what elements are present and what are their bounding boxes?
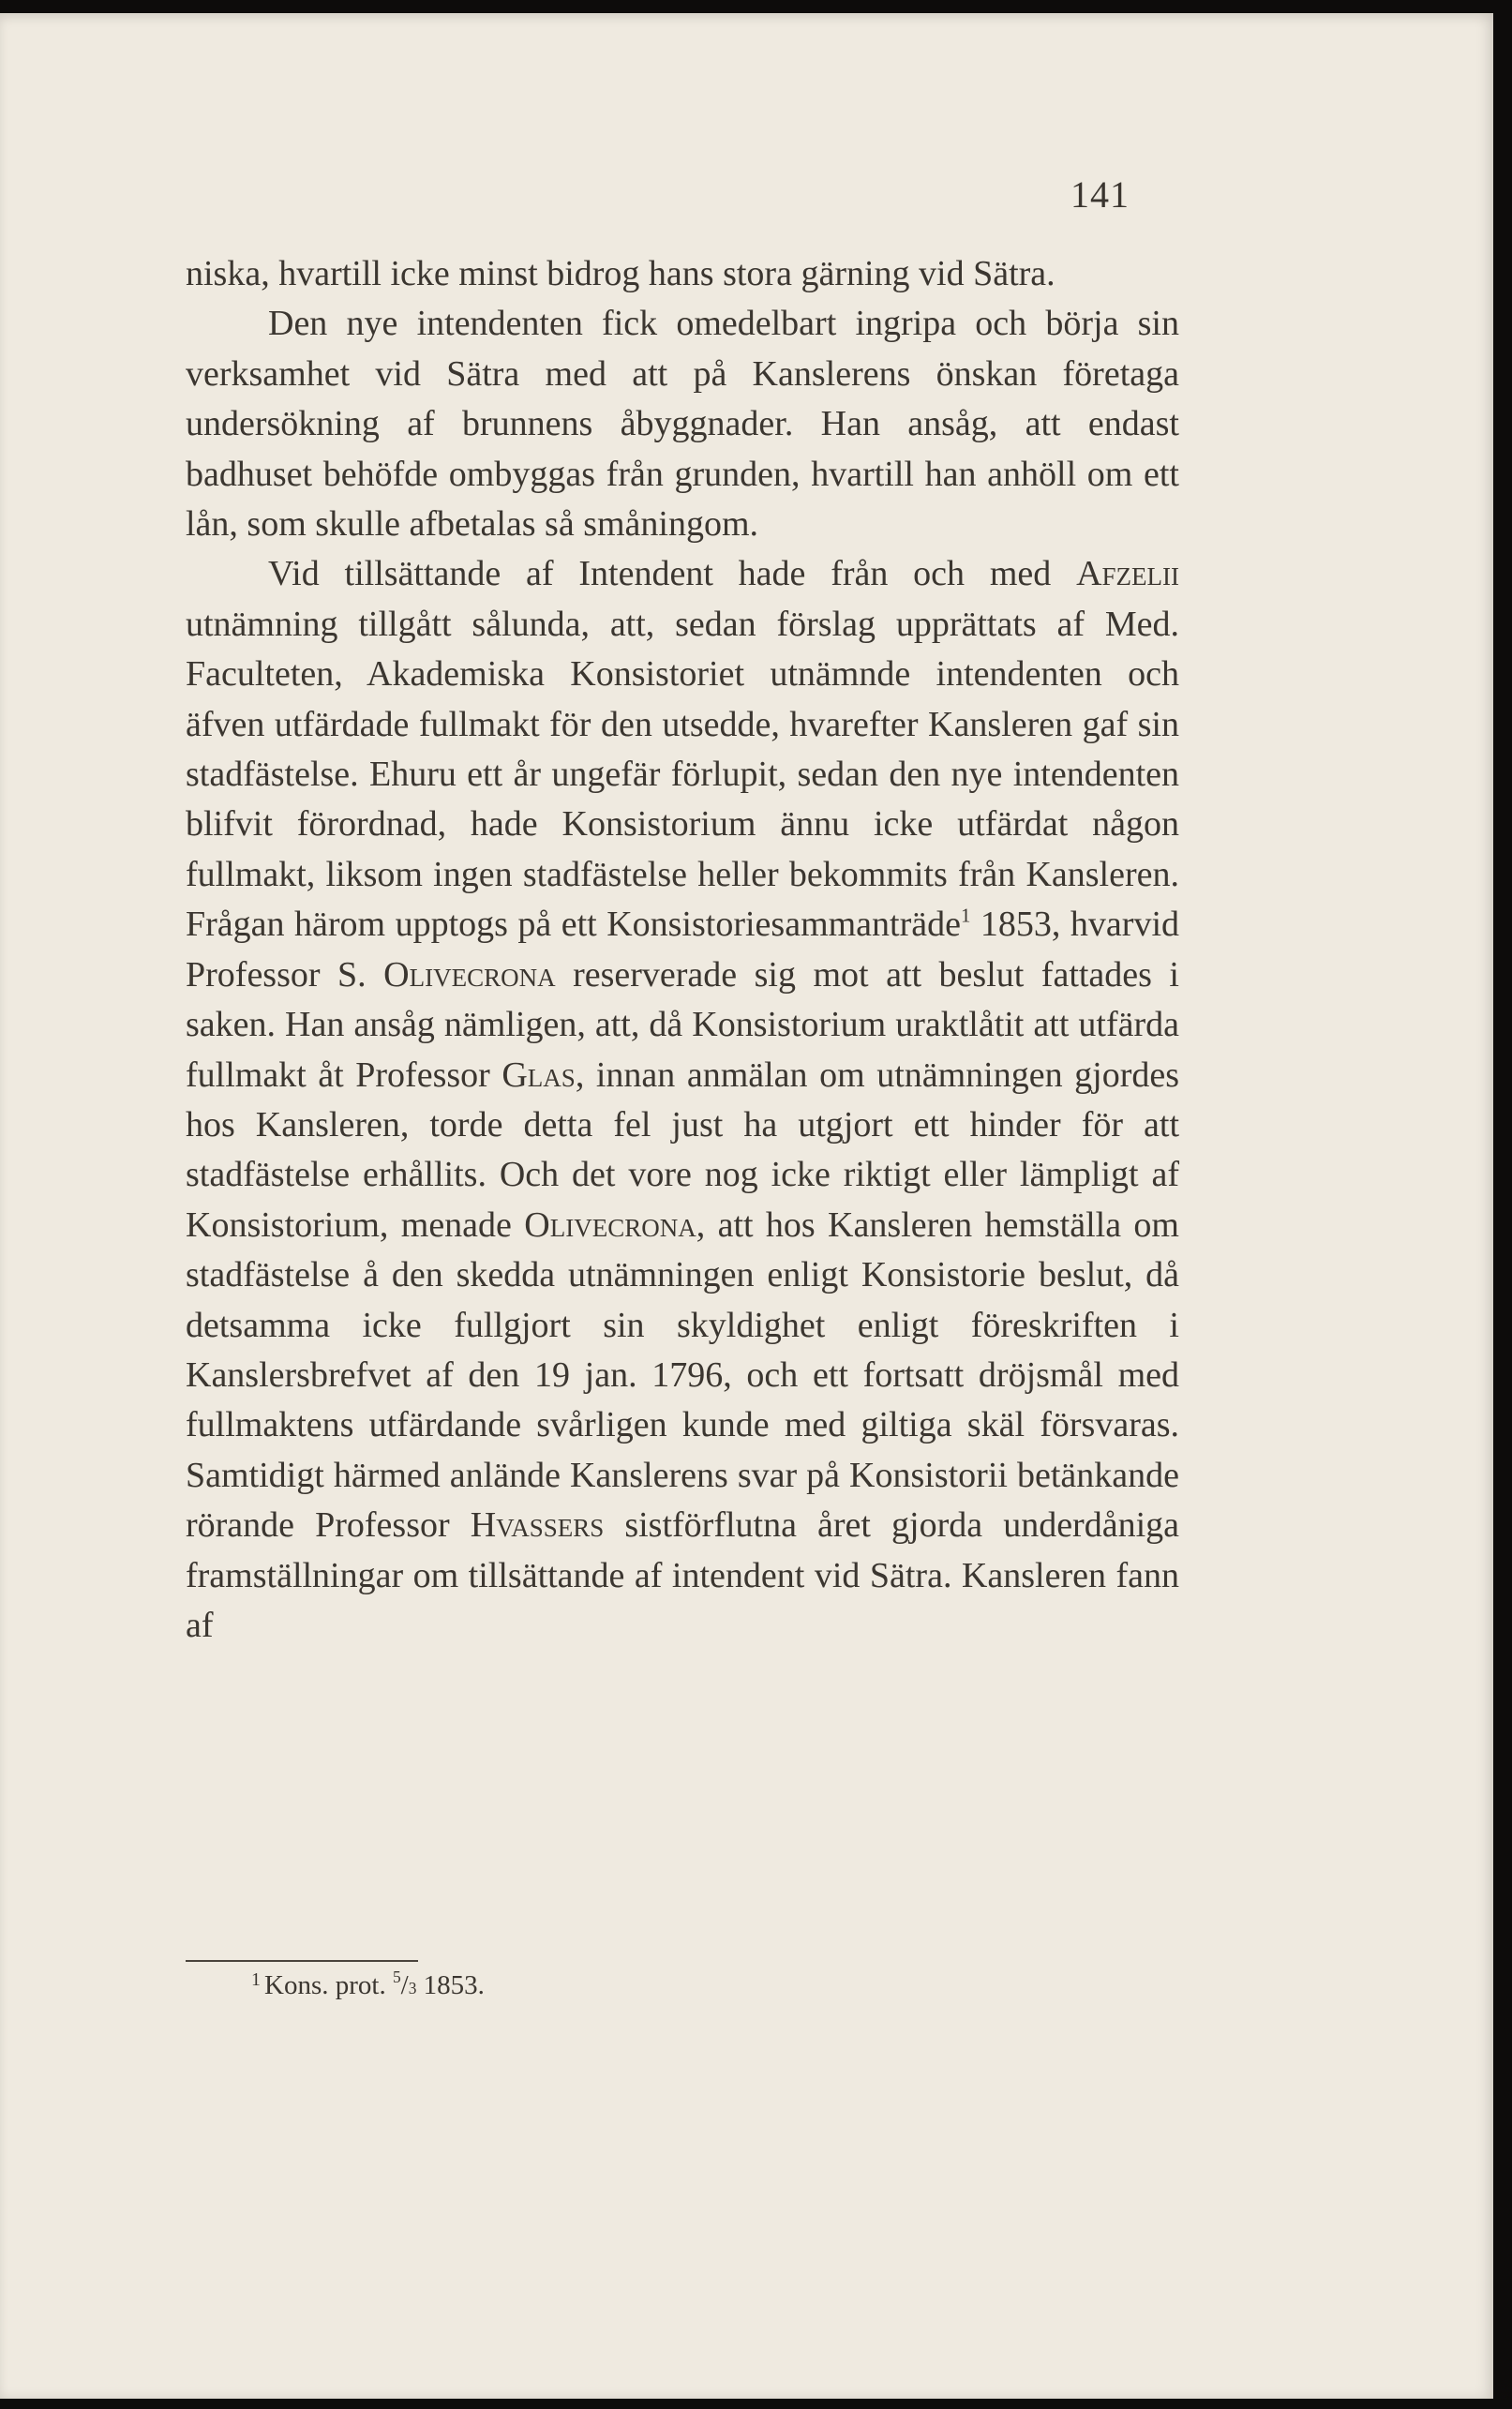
paragraph-3-part-7: sistförflutna året gjorda underdåniga framställningar om tillsättande af intendent vid Sätra. Kansleren fann af bbox=[186, 1505, 1179, 1645]
paragraph-2: Den nye intendenten fick omedelbart ingripa och börja sin verksamhet vid Sätra med att på Kanslerens önskan företaga undersökning af brunnens åbyggnader. Han ansåg, att endast badhuset behöfde ombyggas från grunden, hvartill han anhöll om ett lån, som skulle afbetalas så småningom. bbox=[186, 304, 1179, 545]
paragraph-3-part-1: Vid tillsättande af Intendent hade från och med bbox=[268, 554, 1077, 594]
name-hvassers: Hvassers bbox=[470, 1505, 605, 1546]
footnote-date-numerator: 5 bbox=[392, 1967, 401, 1986]
name-olivecrona: Olivecrona bbox=[383, 954, 556, 995]
name-glas: Glas bbox=[502, 1055, 576, 1095]
footnote-year: 1853. bbox=[416, 1970, 485, 2000]
name-afzelii: Afzelii bbox=[1076, 554, 1179, 594]
footnote-text: Kons. prot. bbox=[264, 1970, 393, 2000]
footnote bbox=[251, 1965, 485, 2009]
paragraph-1: niska, hvartill icke minst bidrog hans stora gärning vid Sätra. bbox=[186, 254, 1055, 293]
paragraph-3-part-6: , att hos Kansleren hemställa om stadfästelse å den skedda utnämningen enligt Konsistorie beslut, då detsamma icke fullgjort sin skyldighet enligt föreskriften i Kanslersbrefvet af den 19 jan. 1796, och ett fortsatt dröjsmål med fullmaktens utfärdande svårligen kunde med giltiga skäl försvaras. Samtidigt härmed anlände Kanslerens svar på Konsistorii betänkande rörande Professor bbox=[186, 1204, 1179, 1546]
paragraph-3-part-4: reserverade sig mot att beslut fattades i saken. Han ansåg nämligen, att, då Konsistorium uraktlåtit att utfärda fullmakt åt Professor bbox=[186, 954, 1179, 1095]
footnote-divider bbox=[186, 1960, 418, 1962]
paragraph-3 bbox=[186, 549, 1179, 1651]
paragraph-3-part-2: utnämning tillgått sålunda, att, sedan förslag upprättats af Med. Faculteten, Akademiska Konsistoriet utnämnde intendenten och äfven utfärdade fullmakt för den utsedde, hvarefter Kansleren gaf sin stadfästelse. Ehuru ett år ungefär förlupit, sedan den nye intendenten blifvit förordnad, hade Konsistorium ännu icke utfärdat någon fullmakt, liksom ingen stadfästelse heller bekommits från Kansleren. Frågan härom upptogs på ett Konsistoriesammanträde bbox=[186, 604, 1179, 945]
footnote-reference: 1 bbox=[961, 904, 971, 927]
paragraph-3-part-3: 1853, hvarvid Professor S. bbox=[186, 905, 1179, 995]
page-number: 141 bbox=[1070, 173, 1130, 216]
name-olivecrona: Olivecrona bbox=[524, 1204, 696, 1245]
footnote-date-denominator: 3 bbox=[408, 1979, 417, 1998]
book-page bbox=[0, 13, 1493, 2399]
paragraph-3-part-5: , innan anmälan om utnämningen gjordes hos Kansleren, torde detta fel just ha utgjort ett hinder för att stadfästelse erhållits. Och det vore nog icke riktigt eller lämpligt af Konsistorium, menade bbox=[186, 1055, 1180, 1245]
footnote-marker: 1 bbox=[251, 1969, 261, 1990]
body-text bbox=[186, 249, 1179, 1651]
footnote-date-slash: / bbox=[400, 1970, 409, 2000]
